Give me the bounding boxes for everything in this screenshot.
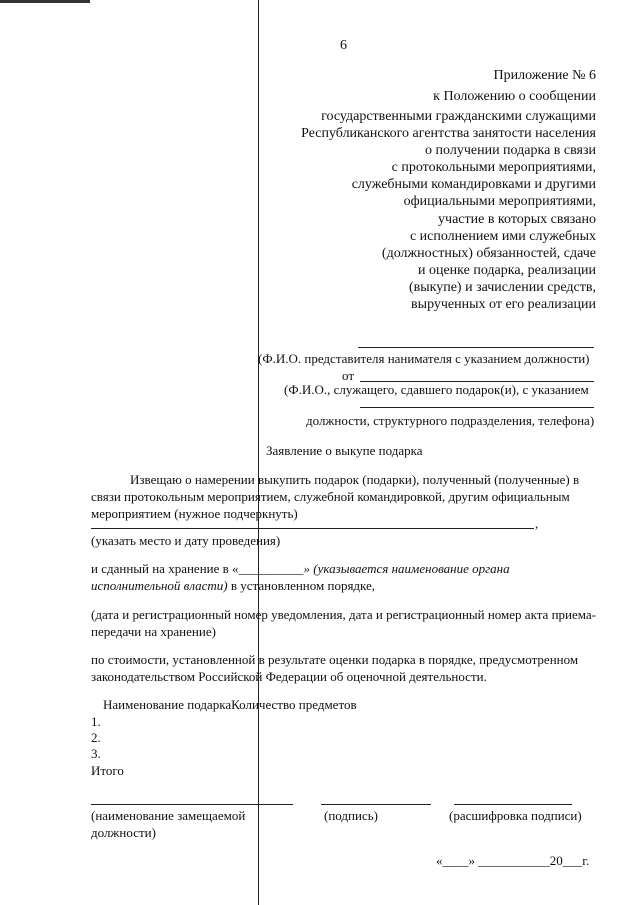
document-title: Заявление о выкупе подарка	[266, 443, 423, 458]
appendix-line: о получении подарка в связи	[425, 143, 596, 158]
page-number: 6	[340, 38, 347, 53]
appendix-line: Республиканского агентства занятости населения	[301, 126, 596, 141]
appendix-line: официальными мероприятиями,	[403, 194, 596, 209]
cost-line: по стоимости, установленной в результате оценки подарка в порядке, предусмотренном	[91, 652, 579, 667]
position-caption-2: должности)	[91, 825, 156, 840]
from-label: от	[342, 368, 355, 383]
table-row: 3.	[91, 746, 101, 761]
appendix-line: вырученных от его реализации	[411, 297, 596, 312]
handed-line	[91, 561, 510, 577]
place-date-caption: (указать место и дату проведения)	[91, 533, 281, 548]
appendix-line: с исполнением ими служебных	[409, 229, 596, 244]
registration-caption-2: передачи на хранение)	[91, 624, 216, 639]
appendix-line: служебными командировками и другими	[351, 177, 596, 192]
date-line: «____» ___________20___г.	[436, 853, 590, 868]
representative-line	[358, 347, 594, 348]
appendix-line: (должностных) обязанностей, сдаче	[381, 246, 596, 261]
place-date-line	[91, 528, 534, 529]
position-line	[91, 804, 293, 805]
paragraph-line: Извещаю о намерении выкупить подарок (подарки), полученный (полученные) в	[130, 472, 580, 487]
appendix-line: к Положению о сообщении	[433, 89, 596, 104]
position-caption: (наименование замещаемой	[91, 808, 246, 823]
table-row: 2.	[91, 730, 101, 745]
decode-line	[454, 804, 572, 805]
column-quantity: Количество предметов	[231, 697, 357, 712]
employee-caption: (Ф.И.О., служащего, сдавшего подарок(и), с указанием	[284, 382, 589, 397]
cost-line-2: законодательством Российской Федерации об оценочной деятельности.	[91, 669, 487, 684]
employee-line-2	[360, 407, 594, 408]
registration-caption: (дата и регистрационный номер уведомления, дата и регистрационный номер акта приема-	[91, 607, 596, 622]
paragraph-line: мероприятием (нужное подчеркнуть)	[91, 506, 298, 521]
appendix-line: с протокольными мероприятиями,	[391, 160, 596, 175]
appendix-line: и оценке подарка, реализации	[417, 263, 596, 278]
handed-italic: » (указывается наименование органа	[303, 561, 510, 576]
appendix-line: (выкупе) и зачислении средств,	[408, 280, 596, 295]
handed-blank: __________	[238, 561, 304, 576]
employee-caption-2: должности, структурного подразделения, телефона)	[306, 413, 595, 428]
scan-artifact-top	[0, 0, 90, 3]
table-row: 1.	[91, 714, 101, 729]
decode-caption: (расшифровка подписи)	[449, 808, 582, 823]
table-total: Итого	[91, 763, 124, 778]
column-name: Наименование подарка	[103, 697, 232, 712]
appendix-line: государственными гражданскими служащими	[321, 109, 596, 124]
signature-line	[321, 804, 431, 805]
handed-prefix: и сданный на хранение в «	[91, 561, 239, 576]
appendix-line: Приложение № 6	[493, 68, 596, 83]
table-header	[103, 697, 357, 713]
scan-artifact-vertical-line	[258, 0, 259, 905]
appendix-line: участие в которых связано	[438, 212, 596, 227]
representative-caption: (Ф.И.О. представителя нанимателя с указанием должности)	[258, 351, 590, 366]
handed-line-2	[91, 578, 375, 594]
signature-caption: (подпись)	[324, 808, 378, 823]
handed-rest: в установленном порядке,	[227, 578, 376, 593]
comma: ,	[535, 516, 539, 531]
paragraph-line: связи протокольным мероприятием, служебной командировкой, другим официальным	[91, 489, 570, 504]
handed-italic-2: исполнительной власти)	[91, 578, 228, 593]
